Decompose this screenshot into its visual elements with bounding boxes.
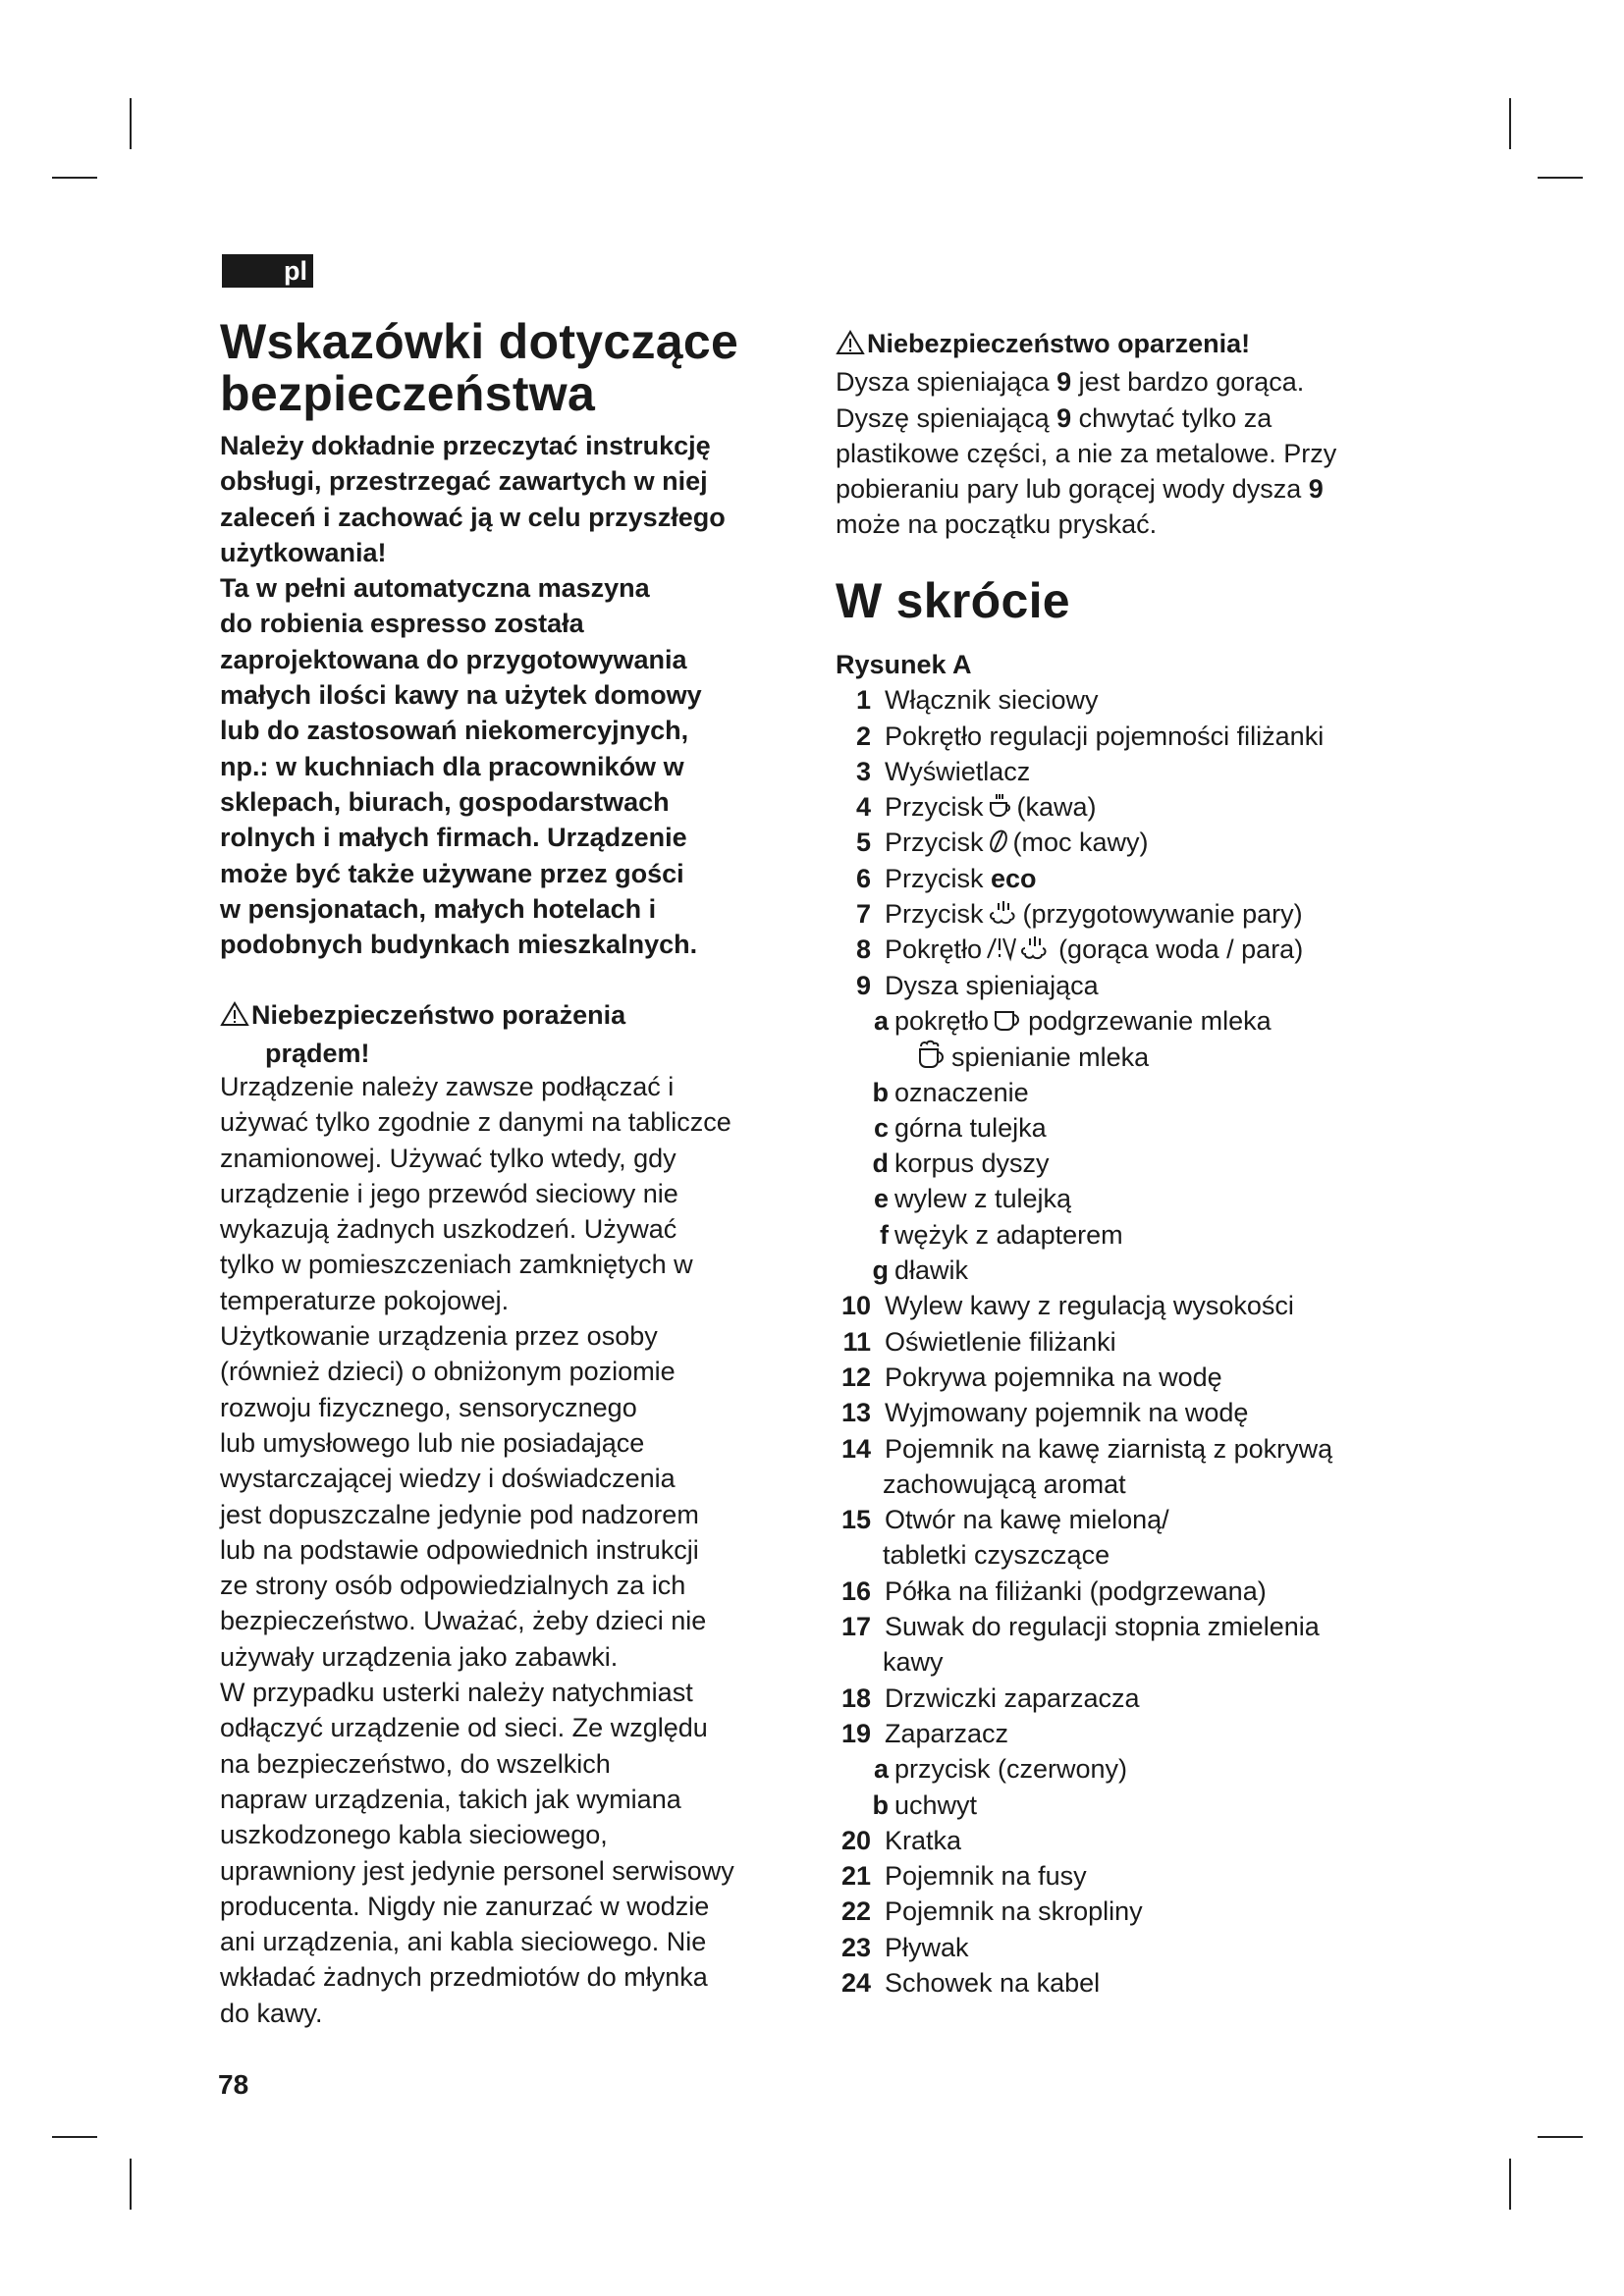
- list-item: [836, 1858, 1332, 1894]
- item-label: [889, 1253, 968, 1288]
- parts-items: [836, 682, 1332, 2001]
- text-line: Należy dokładnie przeczytać instrukcję: [220, 431, 711, 460]
- title-line: Wskazówki dotyczące: [220, 314, 739, 369]
- text-line: wkładać żadnych przedmiotów do młynka: [220, 1962, 708, 1993]
- item-number: 2: [855, 721, 871, 751]
- item-label: [889, 1146, 1050, 1181]
- item-label: [871, 1502, 1169, 1537]
- intro-paragraph: [220, 428, 726, 962]
- item-description: podgrzewanie mleka: [1028, 1005, 1272, 1036]
- list-item: [836, 896, 1332, 932]
- item-number: 12: [840, 1362, 871, 1392]
- item-number: 13: [840, 1398, 871, 1428]
- burn-warning-text: [836, 364, 1336, 542]
- item-number: 17: [840, 1612, 871, 1642]
- item-label: [889, 1110, 1047, 1146]
- item-text: tabletki czyszczące: [883, 1540, 1110, 1571]
- text-line: urządzenie i jego przewód sieciowy nie: [220, 1178, 678, 1208]
- item-number: 4: [855, 792, 871, 823]
- item-label: [871, 1431, 1332, 1467]
- text-line: rolnych i małych firmach. Urządzenie: [220, 823, 687, 853]
- item-label: [889, 1751, 1127, 1787]
- crop-mark: [52, 2136, 97, 2138]
- list-item: [836, 1930, 1332, 1965]
- item-description: (kawa): [1016, 792, 1097, 823]
- item-label: [871, 1965, 1100, 2001]
- item-text: pokrętło: [894, 1005, 990, 1036]
- text-line: rozwoju fizycznego, sensorycznego: [220, 1392, 637, 1422]
- text-line: np.: w kuchniach dla pracowników w: [220, 751, 684, 781]
- text-line: używać tylko zgodnie z danymi na tabliczce: [220, 1107, 731, 1138]
- item-text: Oświetlenie filiżanki: [885, 1326, 1116, 1357]
- item-text: uchwyt: [894, 1789, 978, 1820]
- list-item: [836, 682, 1332, 718]
- text-line: Dyszę spieniającą 9 chwytać tylko za: [836, 402, 1272, 433]
- item-text: dławik: [894, 1255, 969, 1286]
- part-reference: 9: [1056, 367, 1072, 398]
- item-number: 1: [855, 685, 871, 716]
- item-label: [889, 1217, 1123, 1253]
- crop-mark: [1509, 98, 1511, 149]
- item-text: Przycisk: [885, 899, 984, 930]
- text-line: do kawy.: [220, 1998, 323, 2028]
- item-label: [871, 1609, 1320, 1644]
- list-item: [836, 1039, 1332, 1074]
- item-text: Wyjmowany pojemnik na wodę: [885, 1398, 1249, 1428]
- item-number: 15: [840, 1505, 871, 1535]
- item-letter: c: [873, 1112, 889, 1143]
- safety-body-text: [220, 1069, 734, 2031]
- item-label: [871, 1823, 961, 1858]
- crop-mark: [1509, 2159, 1511, 2210]
- item-letter: d: [872, 1148, 889, 1179]
- item-label: [889, 1003, 1272, 1039]
- item-description: (gorąca woda / para): [1058, 934, 1304, 965]
- item-label: [871, 682, 1099, 718]
- list-item: [836, 1431, 1332, 1467]
- warning-triangle-icon: [836, 329, 865, 364]
- item-label: [871, 932, 1303, 967]
- item-text: Pojemnik na kawę ziarnistą z pokrywą: [885, 1433, 1333, 1464]
- item-text: Kratka: [885, 1825, 962, 1855]
- page-title: [220, 316, 738, 420]
- item-text: korpus dyszy: [894, 1148, 1050, 1179]
- item-number: 18: [840, 1682, 871, 1713]
- part-reference: 9: [1308, 474, 1324, 505]
- item-label: [889, 1181, 1071, 1216]
- item-text: górna tulejka: [894, 1112, 1047, 1143]
- list-item: [836, 1644, 1332, 1680]
- item-number: 8: [855, 934, 871, 965]
- item-text: Pokrywa pojemnika na wodę: [885, 1362, 1222, 1392]
- item-text: Wylew kawy z regulacją wysokości: [885, 1291, 1294, 1321]
- text-line: wystarczającej wiedzy i doświadczenia: [220, 1464, 676, 1494]
- text-line: lub do zastosowań niekomercyjnych,: [220, 716, 689, 746]
- item-text: Przycisk: [885, 828, 984, 858]
- list-item: [836, 1146, 1332, 1181]
- warning-heading-line: Niebezpieczeństwo porażenia: [251, 1000, 626, 1030]
- list-item: [836, 1181, 1332, 1216]
- warning-heading: Niebezpieczeństwo oparzenia!: [867, 329, 1251, 358]
- item-label: [889, 1788, 977, 1823]
- item-label: [871, 789, 1097, 825]
- item-number: 3: [855, 756, 871, 786]
- item-label: [871, 1858, 1087, 1894]
- item-text: Przycisk: [885, 863, 984, 893]
- milk-heat-icon: [993, 1007, 1024, 1042]
- section-title: W skrócie: [836, 573, 1070, 628]
- text-line: bezpieczeństwo. Uważać, żeby dzieci nie: [220, 1606, 707, 1636]
- text-line: pobieraniu pary lub gorącej wody dysza 9: [836, 474, 1324, 505]
- text-line: w pensjonatach, małych hotelach i: [220, 893, 657, 924]
- item-label: [871, 896, 1303, 932]
- text-line: temperaturze pokojowej.: [220, 1285, 510, 1315]
- crop-mark: [1538, 2136, 1583, 2138]
- text-line: może na początku pryskać.: [836, 509, 1158, 540]
- item-text: zachowującą aromat: [883, 1468, 1126, 1499]
- item-number: 5: [855, 828, 871, 858]
- list-item: [836, 1003, 1332, 1039]
- item-label: [871, 1716, 1008, 1751]
- list-item: [836, 1253, 1332, 1288]
- text-line: na bezpieczeństwo, do wszelkich: [220, 1748, 611, 1779]
- text-line: producenta. Nigdy nie zanurzać w wodzie: [220, 1891, 710, 1921]
- text-line: napraw urządzenia, takich jak wymiana: [220, 1784, 681, 1814]
- list-item: [836, 1502, 1332, 1537]
- list-item: [836, 1324, 1332, 1360]
- text-line: jest dopuszczalne jedynie pod nadzorem: [220, 1499, 699, 1529]
- item-text: Dysza spieniająca: [885, 970, 1099, 1000]
- item-number: 23: [840, 1932, 871, 1962]
- item-text: Pojemnik na fusy: [885, 1861, 1087, 1892]
- text-line: (również dzieci) o obniżonym poziomie: [220, 1357, 676, 1387]
- list-item: [836, 1288, 1332, 1323]
- list-item: [836, 1823, 1332, 1858]
- parts-list: [836, 647, 1332, 2001]
- item-text: Pokrętło: [885, 934, 983, 965]
- title-line: bezpieczeństwa: [220, 366, 596, 421]
- text-line: ze strony osób odpowiedzialnych za ich: [220, 1571, 686, 1601]
- steam-icon: [988, 899, 1019, 935]
- item-text: kawy: [883, 1647, 944, 1678]
- warning-heading-line: prądem!: [265, 1039, 370, 1069]
- text-line: Ta w pełni automatyczna maszyna: [220, 573, 650, 604]
- item-number: 19: [840, 1718, 871, 1748]
- text-line: lub na podstawie odpowiednich instrukcji: [220, 1534, 699, 1565]
- crop-mark: [1538, 177, 1583, 179]
- item-letter: a: [873, 1754, 889, 1785]
- item-description: (moc kawy): [1012, 828, 1149, 858]
- item-letter: g: [872, 1255, 889, 1286]
- list-item: [836, 1395, 1332, 1430]
- text-line: Dysza spieniająca 9 jest bardzo gorąca.: [836, 367, 1305, 398]
- text-line: W przypadku usterki należy natychmiast: [220, 1678, 693, 1708]
- text-line: odłączyć urządzenie od sieci. Ze względu: [220, 1713, 708, 1743]
- coffee-cup-icon: [988, 792, 1013, 828]
- language-badge: pl: [222, 254, 313, 288]
- item-letter: b: [872, 1077, 889, 1107]
- item-number: 6: [855, 863, 871, 893]
- item-text: Wyświetlacz: [885, 756, 1031, 786]
- item-text: Otwór na kawę mieloną/: [885, 1505, 1169, 1535]
- item-description: (przygotowywanie pary): [1022, 899, 1303, 930]
- text-line: używały urządzenia jako zabawki.: [220, 1641, 619, 1672]
- item-text: wężyk z adapterem: [894, 1219, 1123, 1250]
- list-item: [836, 1110, 1332, 1146]
- text-line: Urządzenie należy zawsze podłączać i: [220, 1072, 675, 1101]
- list-item: [836, 1788, 1332, 1823]
- burn-warning: [836, 326, 1336, 543]
- item-text: oznaczenie: [894, 1077, 1029, 1107]
- text-line: użytkowania!: [220, 537, 387, 567]
- item-text: wylew z tulejką: [894, 1184, 1072, 1214]
- item-letter: e: [873, 1184, 889, 1214]
- list-item: [836, 719, 1332, 754]
- item-number: 10: [840, 1291, 871, 1321]
- list-item: [836, 1574, 1332, 1609]
- list-item: [836, 861, 1332, 896]
- text-line: znamionowej. Używać tylko wtedy, gdy: [220, 1143, 677, 1173]
- text-line: obsługi, przestrzegać zawartych w niej: [220, 466, 708, 497]
- item-text: Pojemnik na skropliny: [885, 1896, 1143, 1927]
- page-number: 78: [218, 2069, 249, 2100]
- list-item: [836, 825, 1332, 860]
- item-label: [871, 1324, 1116, 1360]
- milk-froth-icon: [916, 1039, 947, 1079]
- part-reference: 9: [1056, 402, 1072, 433]
- list-item: [836, 1609, 1332, 1644]
- item-text: Włącznik sieciowy: [885, 685, 1099, 716]
- item-number: 9: [855, 970, 871, 1000]
- coffee-bean-icon: [988, 828, 1009, 864]
- item-label: [836, 1644, 944, 1680]
- list-item: [836, 932, 1332, 967]
- item-label: [871, 754, 1030, 789]
- text-line: zaprojektowana do przygotowywania: [220, 644, 687, 674]
- text-line: zaleceń i zachować ją w celu przyszłego: [220, 502, 726, 532]
- crop-mark: [52, 177, 97, 179]
- list-item: [836, 1537, 1332, 1573]
- list-item: [836, 1217, 1332, 1253]
- text-line: tylko w pomieszczeniach zamkniętych w: [220, 1250, 693, 1280]
- item-label: [871, 1288, 1294, 1323]
- item-text: Zaparzacz: [885, 1718, 1009, 1748]
- item-label: [871, 1930, 969, 1965]
- item-number: 7: [855, 899, 871, 930]
- item-label: [871, 861, 1037, 896]
- list-item: [836, 1751, 1332, 1787]
- item-letter: a: [873, 1005, 889, 1036]
- list-item: [836, 1681, 1332, 1716]
- item-label: [871, 825, 1149, 860]
- list-item: [836, 1467, 1332, 1502]
- crop-mark: [130, 2159, 132, 2210]
- item-description: spienianie mleka: [951, 1042, 1150, 1073]
- text-line: lub umysłowego lub nie posiadające: [220, 1427, 645, 1458]
- item-label: [871, 1395, 1248, 1430]
- electric-warning-heading: [220, 997, 625, 1072]
- hot-water-steam-icon: [986, 934, 1055, 971]
- item-number: 16: [840, 1575, 871, 1606]
- item-label: [871, 1894, 1143, 1929]
- item-text: Drzwiczki zaparzacza: [885, 1682, 1140, 1713]
- text-line: do robienia espresso została: [220, 609, 584, 639]
- text-line: małych ilości kawy na użytek domowy: [220, 680, 702, 711]
- list-item: [836, 789, 1332, 825]
- item-label: [836, 1467, 1126, 1502]
- list-item: [836, 1894, 1332, 1929]
- text-line: może być także używane przez gości: [220, 858, 684, 888]
- item-text: Półka na filiżanki (podgrzewana): [885, 1575, 1267, 1606]
- list-item: [836, 1360, 1332, 1395]
- item-label: [871, 1360, 1222, 1395]
- text-line: Użytkowanie urządzenia przez osoby: [220, 1321, 658, 1352]
- item-number: 24: [840, 1967, 871, 1998]
- item-letter: b: [872, 1789, 889, 1820]
- item-label: [871, 968, 1099, 1003]
- item-text: Pływak: [885, 1932, 969, 1962]
- list-item: [836, 1716, 1332, 1751]
- crop-mark: [130, 98, 132, 149]
- warning-triangle-icon: [220, 1000, 249, 1036]
- item-text: Przycisk: [885, 792, 984, 823]
- item-letter: f: [880, 1219, 889, 1250]
- text-line: sklepach, biurach, gospodarstwach: [220, 786, 670, 817]
- list-item: [836, 754, 1332, 789]
- item-text: Suwak do regulacji stopnia zmielenia: [885, 1612, 1320, 1642]
- item-text: przycisk (czerwony): [894, 1754, 1128, 1785]
- item-label: [889, 1075, 1029, 1110]
- list-item: [836, 968, 1332, 1003]
- text-line: wykazują żadnych uszkodzeń. Używać: [220, 1214, 677, 1245]
- item-text: Schowek na kabel: [885, 1967, 1101, 1998]
- item-label: [871, 1574, 1267, 1609]
- text-line: uprawniony jest jedynie personel serwisowy: [220, 1855, 734, 1886]
- figure-label: Rysunek A: [836, 650, 972, 679]
- item-text: Pokrętło regulacji pojemności filiżanki: [885, 721, 1325, 751]
- item-number: 14: [840, 1433, 871, 1464]
- item-number: 11: [842, 1326, 871, 1357]
- item-label: [836, 1039, 1149, 1074]
- list-item: [836, 1075, 1332, 1110]
- item-number: 20: [840, 1825, 871, 1855]
- text-line: uszkodzonego kabla sieciowego,: [220, 1820, 608, 1850]
- item-label: [871, 719, 1324, 754]
- list-item: [836, 1965, 1332, 2001]
- text-line: podobnych budynkach mieszkalnych.: [220, 930, 698, 960]
- text-line: plastikowe części, a nie za metalowe. Przy: [836, 438, 1337, 468]
- item-number: 22: [840, 1896, 871, 1927]
- item-label: [836, 1537, 1110, 1573]
- text-line: ani urządzenia, ani kabla sieciowego. Nie: [220, 1927, 707, 1957]
- item-number: 21: [840, 1861, 871, 1892]
- item-label: [871, 1681, 1140, 1716]
- item-bold: eco: [991, 863, 1037, 893]
